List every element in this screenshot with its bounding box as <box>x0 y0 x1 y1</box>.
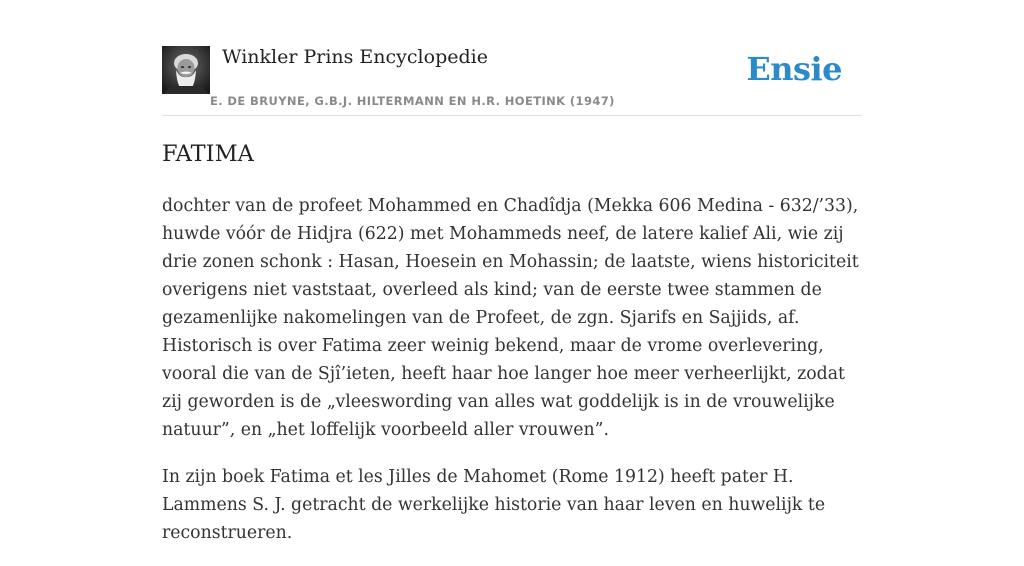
ensie-logo[interactable]: Ensie <box>746 50 842 88</box>
article-paragraph: In zijn boek Fatima et les Jilles de Mahomet (Rome 1912) heeft pater H. Lammens S. J. getracht de werkelijke historie van haar leven en huwelijk te reconstrueren. <box>162 467 826 543</box>
article-paragraph: dochter van de profeet Mohammed en Chadîdja (Mekka 606 Medina - 632/’33), huwde vóór de Hidjra (622) met Mohammeds neef, de latere kalief Ali, wie zij drie zonen schonk : Hasan, Hoesein en Mohassin; de laatste, wiens historiciteit overigens niet vaststaat, overleed als kind; van de eerste twee stammen de gezamenlijke nakomelingen van de Profeet, de zgn. Sjarifs en Sajjids, af. Historisch is over Fatima zeer weinig bekend, maar de vrome overlevering, vooral die van de Sjî’ieten, heeft haar hoe langer hoe meer verheerlijkt, zodat zij geworden is de „vleeswording van alles wat goddelijk is in de vrouwelijke natuur”, en „het loffelijk voorbeeld aller vrouwen”. <box>162 196 859 440</box>
article-title: FATIMA <box>162 141 254 167</box>
article-body <box>162 192 864 566</box>
authors-byline: E. DE BRUYNE, G.B.J. HILTERMANN EN H.R. HOETINK (1947) <box>210 94 615 108</box>
source-title[interactable]: Winkler Prins Encyclopedie <box>222 46 488 68</box>
header-divider <box>162 115 862 116</box>
bearded-man-portrait-icon[interactable] <box>162 46 210 94</box>
